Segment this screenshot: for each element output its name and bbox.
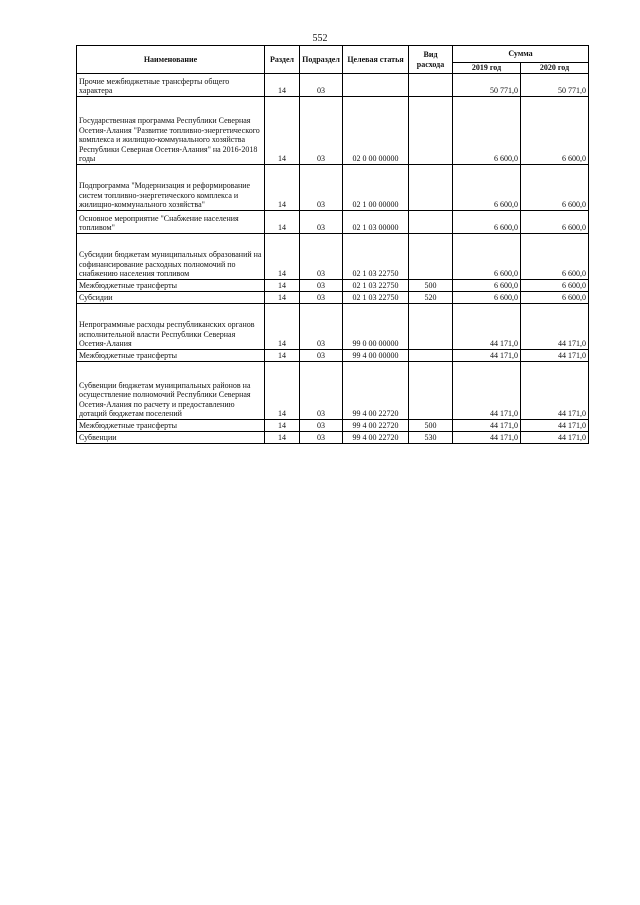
row-amount-2019: 44 171,0 <box>453 350 521 362</box>
table-row <box>77 292 589 304</box>
row-target-article <box>343 74 409 97</box>
row-subsection: 03 <box>300 292 343 304</box>
table-row <box>77 97 589 165</box>
row-expense-type: 520 <box>409 292 453 304</box>
row-subsection: 03 <box>300 432 343 444</box>
row-amount-2020: 44 171,0 <box>521 432 589 444</box>
row-amount-2020: 6 600,0 <box>521 234 589 280</box>
header-subsection: Подраздел <box>300 46 343 74</box>
row-expense-type: 500 <box>409 420 453 432</box>
table-header <box>77 46 589 74</box>
header-section: Раздел <box>265 46 300 74</box>
row-expense-type <box>409 97 453 165</box>
header-year-2020: 2020 год <box>521 63 589 74</box>
row-expense-type <box>409 304 453 350</box>
row-name: Межбюджетные трансферты <box>77 420 265 432</box>
row-expense-type: 530 <box>409 432 453 444</box>
row-section: 14 <box>265 211 300 234</box>
row-expense-type <box>409 211 453 234</box>
row-target-article: 99 4 00 22720 <box>343 362 409 420</box>
row-section: 14 <box>265 350 300 362</box>
row-amount-2019: 6 600,0 <box>453 234 521 280</box>
row-section: 14 <box>265 234 300 280</box>
row-target-article: 99 0 00 00000 <box>343 304 409 350</box>
row-name: Субвенции <box>77 432 265 444</box>
row-amount-2020: 50 771,0 <box>521 74 589 97</box>
row-amount-2020: 44 171,0 <box>521 420 589 432</box>
table-body <box>77 74 589 444</box>
row-amount-2019: 44 171,0 <box>453 432 521 444</box>
row-section: 14 <box>265 165 300 211</box>
row-amount-2020: 44 171,0 <box>521 350 589 362</box>
row-target-article: 02 1 00 00000 <box>343 165 409 211</box>
row-subsection: 03 <box>300 211 343 234</box>
row-target-article: 02 1 03 22750 <box>343 234 409 280</box>
row-name: Межбюджетные трансферты <box>77 280 265 292</box>
header-expense-type: Вид расхода <box>409 46 453 74</box>
row-expense-type <box>409 165 453 211</box>
row-name: Государственная программа Республики Северная Осетия-Алания "Развитие топливно-энергетического комплекса и жилищно-коммунального хозяйства Республики Северная Осетия-Алания" на 2016-2018 годы <box>77 97 265 165</box>
row-section: 14 <box>265 432 300 444</box>
row-subsection: 03 <box>300 74 343 97</box>
header-year-2019: 2019 год <box>453 63 521 74</box>
row-amount-2019: 6 600,0 <box>453 280 521 292</box>
row-amount-2019: 6 600,0 <box>453 165 521 211</box>
header-target-article: Целевая статья <box>343 46 409 74</box>
row-section: 14 <box>265 362 300 420</box>
table-row <box>77 211 589 234</box>
table-row <box>77 74 589 97</box>
row-name: Субвенции бюджетам муниципальных районов на осуществление полномочий Республики Северная Осетия-Алания по расчету и предоставлению дотаций бюджетам поселений <box>77 362 265 420</box>
row-section: 14 <box>265 97 300 165</box>
table-row <box>77 165 589 211</box>
row-name: Субсидии бюджетам муниципальных образований на софинансирование расходных полномочий по снабжению населения топливом <box>77 234 265 280</box>
table-row <box>77 432 589 444</box>
row-target-article: 99 4 00 00000 <box>343 350 409 362</box>
row-amount-2019: 6 600,0 <box>453 97 521 165</box>
row-name: Непрограммные расходы республиканских органов исполнительной власти Республики Северная Осетия-Алания <box>77 304 265 350</box>
row-amount-2020: 6 600,0 <box>521 211 589 234</box>
budget-table <box>76 45 589 444</box>
table-row <box>77 280 589 292</box>
row-target-article: 02 1 03 22750 <box>343 292 409 304</box>
header-name: Наименование <box>77 46 265 74</box>
page-number: 552 <box>312 33 328 44</box>
row-subsection: 03 <box>300 97 343 165</box>
row-name: Прочие межбюджетные трансферты общего характера <box>77 74 265 97</box>
row-expense-type <box>409 74 453 97</box>
row-subsection: 03 <box>300 165 343 211</box>
row-target-article: 99 4 00 22720 <box>343 420 409 432</box>
row-amount-2020: 6 600,0 <box>521 280 589 292</box>
row-amount-2019: 44 171,0 <box>453 304 521 350</box>
row-section: 14 <box>265 304 300 350</box>
row-section: 14 <box>265 280 300 292</box>
row-target-article: 99 4 00 22720 <box>343 432 409 444</box>
row-name: Межбюджетные трансферты <box>77 350 265 362</box>
table-row <box>77 350 589 362</box>
row-section: 14 <box>265 420 300 432</box>
row-amount-2020: 44 171,0 <box>521 304 589 350</box>
row-amount-2019: 50 771,0 <box>453 74 521 97</box>
table-row <box>77 234 589 280</box>
row-amount-2019: 44 171,0 <box>453 362 521 420</box>
row-amount-2020: 6 600,0 <box>521 292 589 304</box>
row-amount-2019: 6 600,0 <box>453 211 521 234</box>
row-expense-type <box>409 234 453 280</box>
row-target-article: 02 1 03 00000 <box>343 211 409 234</box>
row-subsection: 03 <box>300 234 343 280</box>
header-amount: Сумма <box>453 46 589 63</box>
row-target-article: 02 1 03 22750 <box>343 280 409 292</box>
row-subsection: 03 <box>300 280 343 292</box>
row-expense-type: 500 <box>409 280 453 292</box>
row-expense-type <box>409 362 453 420</box>
row-subsection: 03 <box>300 350 343 362</box>
row-name: Субсидии <box>77 292 265 304</box>
table-row <box>77 304 589 350</box>
row-subsection: 03 <box>300 420 343 432</box>
row-amount-2020: 44 171,0 <box>521 362 589 420</box>
row-amount-2019: 44 171,0 <box>453 420 521 432</box>
row-section: 14 <box>265 292 300 304</box>
row-amount-2020: 6 600,0 <box>521 165 589 211</box>
row-expense-type <box>409 350 453 362</box>
row-subsection: 03 <box>300 362 343 420</box>
table-row <box>77 362 589 420</box>
row-subsection: 03 <box>300 304 343 350</box>
row-amount-2019: 6 600,0 <box>453 292 521 304</box>
table-row <box>77 420 589 432</box>
row-section: 14 <box>265 74 300 97</box>
row-amount-2020: 6 600,0 <box>521 97 589 165</box>
row-target-article: 02 0 00 00000 <box>343 97 409 165</box>
row-name: Основное мероприятие "Снабжение населения топливом" <box>77 211 265 234</box>
row-name: Подпрограмма "Модернизация и реформирование систем топливно-энергетического комплекса и жилищно-коммунального хозяйства" <box>77 165 265 211</box>
